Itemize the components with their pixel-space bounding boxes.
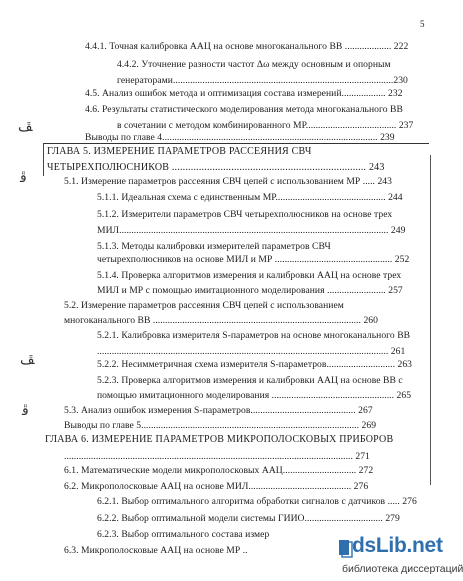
toc-entry: 5.2. Измерение параметров рассеяния СВЧ цепей с использованием [64,300,344,311]
toc-entry: 4.4.1. Точная калибровка ААЦ на основе многоканального ВВ ................... 222 [85,41,409,52]
toc-chapter-heading: ГЛАВА 6. ИЗМЕРЕНИЕ ПАРАМЕТРОВ МИКРОПОЛОСКОВЫХ ПРИБОРОВ [45,434,394,445]
toc-entry: генераторами..........................................................................................230 [117,75,408,86]
toc-entry: 4.5. Анализ ошибок метода и оптимизация состава измерений.................. 232 [85,88,403,99]
toc-entry: 6.2.3. Выбор оптимального состава измер [97,529,270,540]
toc-entry: 5.1.2. Измерители параметров СВЧ четырехполюсников на основе трех [97,209,393,220]
toc-chapter-heading: ГЛАВА 5. ИЗМЕРЕНИЕ ПАРАМЕТРОВ РАССЕЯНИЯ СВЧ [47,146,312,157]
toc-entry: 5.1.3. Методы калибровки измерителей параметров СВЧ [97,241,331,252]
margin-mark: ﭯ [18,120,33,135]
toc-entry: 6.1. Математические модели микрополосковых ААЦ.............................. 272 [64,465,374,476]
watermark-tagline: библиотека диссертаций [342,563,463,575]
toc-entry: 6.2.1. Выбор оптимального алгоритма обработки сигналов с датчиков ..... 276 [97,496,417,507]
toc-entry: 5.1.4. Проверка алгоритмов измерения и калибровки ААЦ на основе трех [97,270,402,281]
frame-rule-left [43,143,44,176]
toc-entry: помощью имитационного моделирования .................................................. 265 [97,390,412,401]
toc-entry: 5.1.1. Идеальная схема с единственным МР............................................. 244 [97,192,403,203]
toc-entry: в сочетании с методом комбинированного МР..................................... 237 [117,120,414,131]
margin-mark: ﭯ [20,353,35,368]
toc-entry: 5.2.2. Несимметричная схема измерителя S-параметров............................ 263 [97,359,413,370]
toc-entry: ...................................................................................................................... 271 [64,451,370,462]
toc-entry: 5.2.3. Проверка алгоритмов измерения и калибровки ААЦ на основе ВВ с [97,375,403,386]
frame-rule-right [430,155,431,485]
page-number: 5 [420,19,425,29]
toc-chapter-heading: ЧЕТЫРЕХПОЛЮСНИКОВ ........................................................................ 243 [47,162,385,173]
toc-entry: многоканального ВВ ..................................................................................... 260 [64,315,378,326]
toc-entry: 6.2. Микрополосковые ААЦ на основе МИЛ.......................................... 276 [64,481,369,492]
margin-mark: ﭰ [20,171,27,186]
toc-entry: четырехполюсников на основе МИЛ и МР ................................................ 252 [97,254,410,265]
toc-entry: 4.6. Результаты статистического моделирования метода многоканального ВВ [85,104,403,115]
toc-entry: Выводы по главе 5......................................................................................... 269 [64,420,377,431]
toc-entry: 5.3. Анализ ошибок измерения S-параметров........................................... 267 [64,405,373,416]
watermark-site: dsLib.net [352,534,443,557]
toc-entry: 4.4.2. Уточнение разности частот Δω между основным и опорным [117,59,391,70]
toc-entry: 6.3. Микрополосковые ААЦ на основе МР .. [64,545,248,556]
toc-entry: МИЛ.............................................................................................................. 249 [97,225,406,236]
toc-entry: 5.1. Измерение параметров рассеяния СВЧ цепей с использованием МР ..... 243 [64,176,392,187]
toc-entry: ....................................................................................................................... 261 [97,346,406,357]
toc-entry: Выводы по главе 4........................................................................................ 239 [85,132,395,143]
toc-entry: 6.2.2. Выбор оптимальной модели системы ГИИО................................ 279 [97,513,400,524]
toc-entry: 5.2.1. Калибровка измерителя S-параметров на основе многоканального ВВ [97,330,411,341]
watermark [338,532,463,581]
toc-entry: МИЛ и МР с помощью имитационного моделирования ........................ 257 [97,285,403,296]
margin-mark: ﭰ [22,404,29,419]
